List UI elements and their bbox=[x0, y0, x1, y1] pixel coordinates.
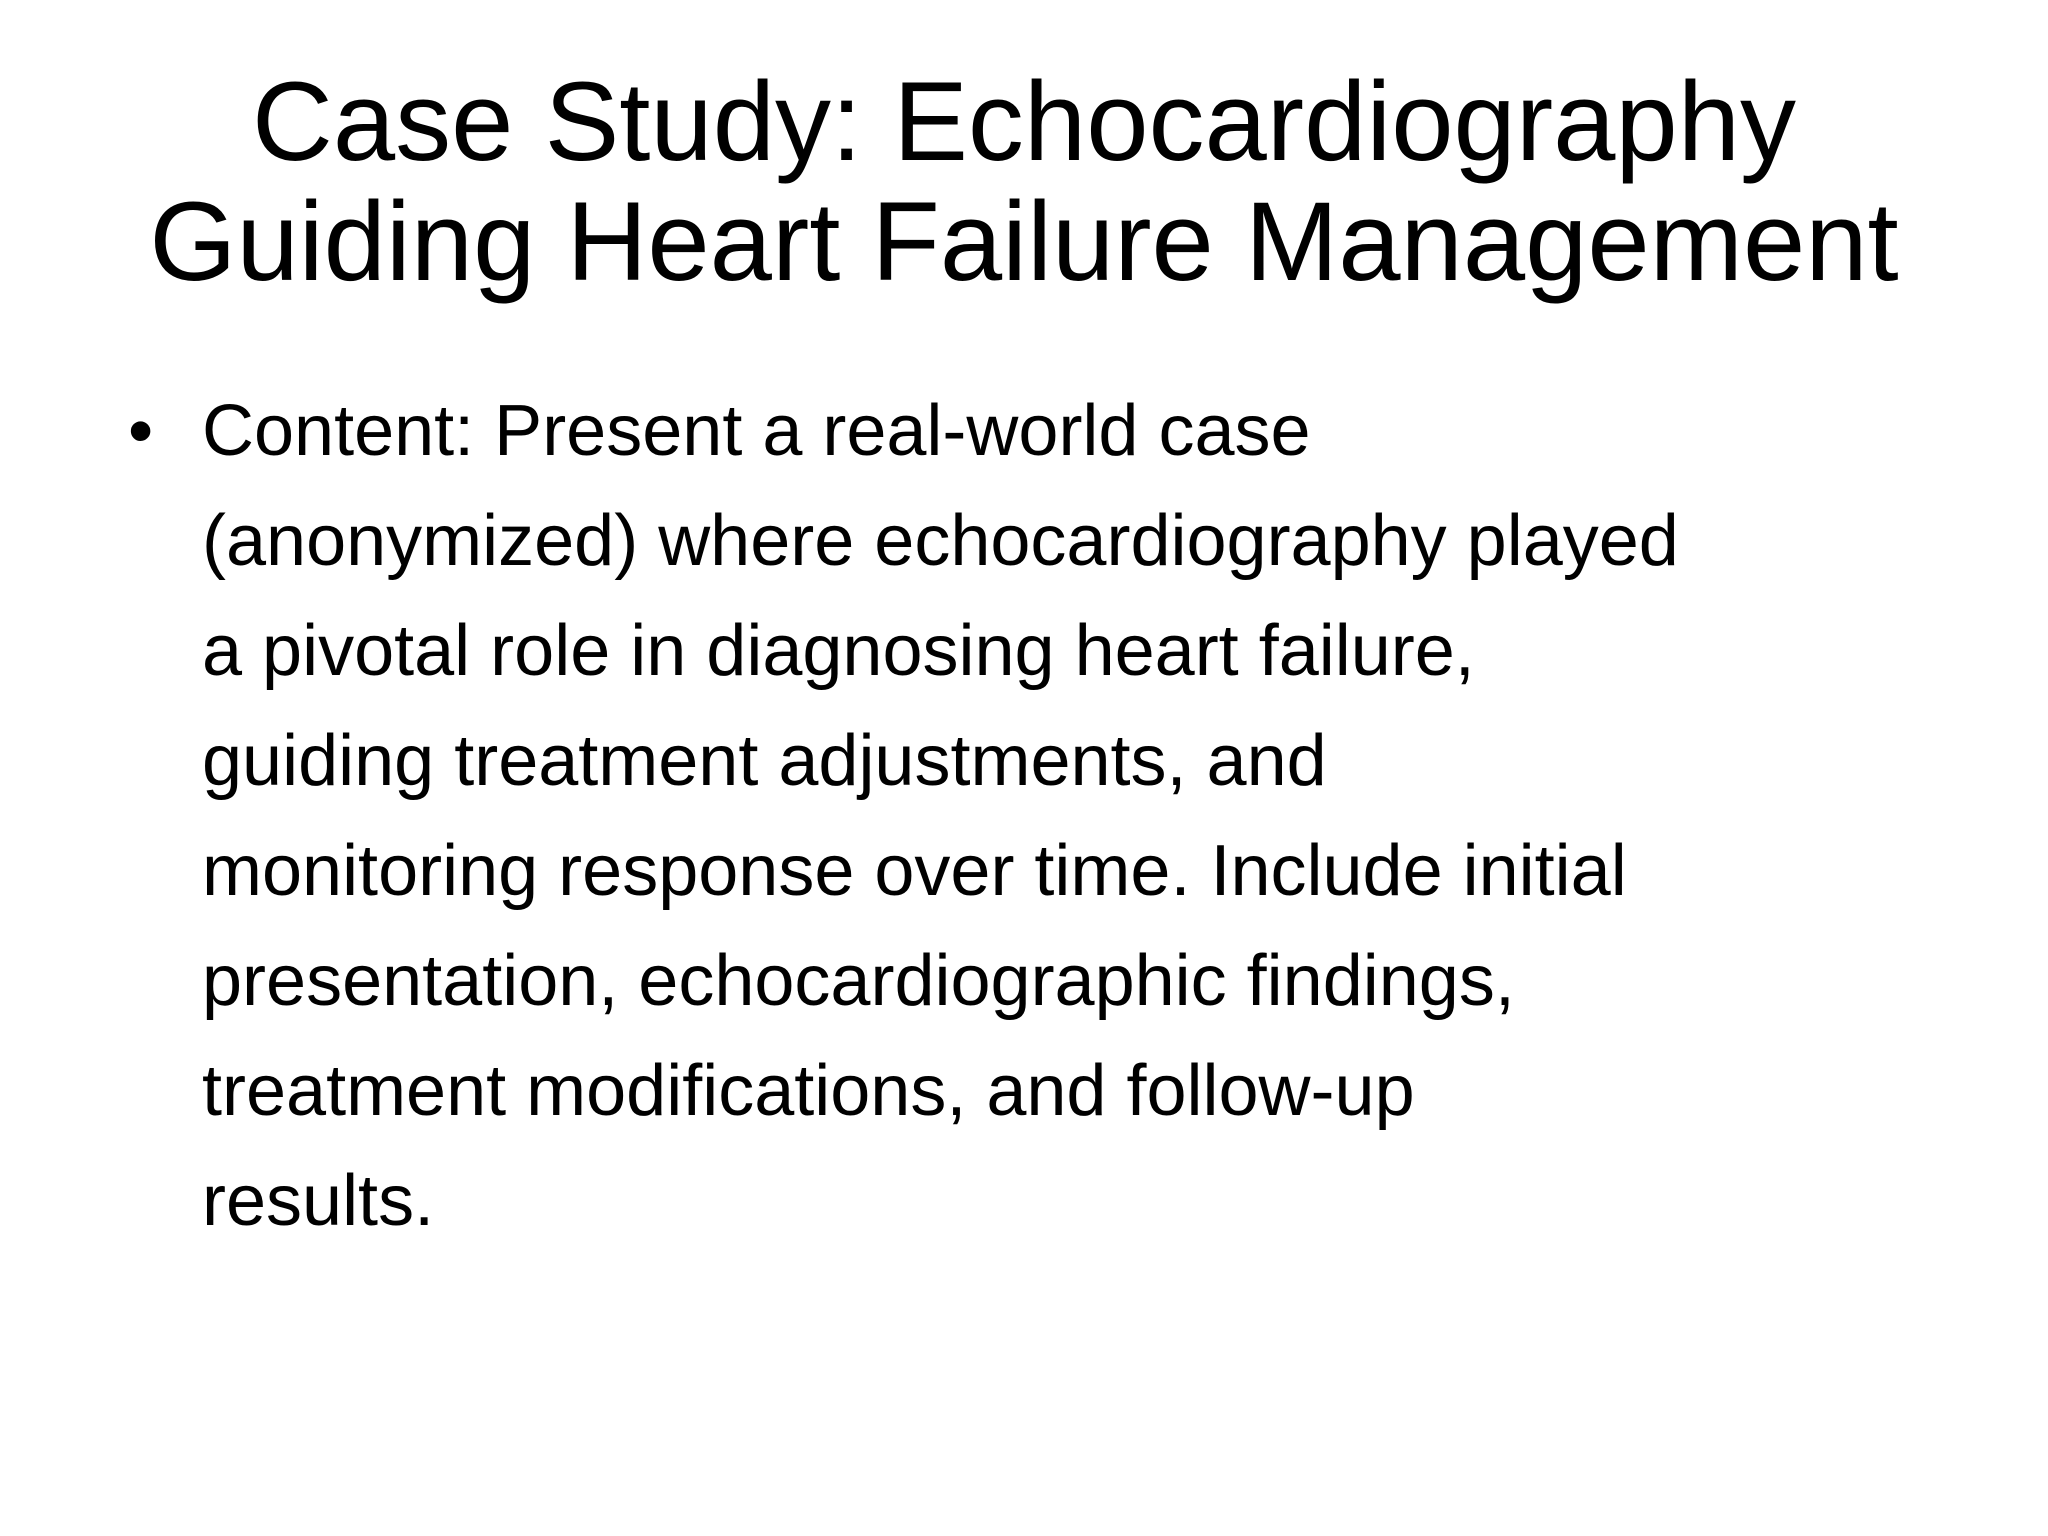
bullet-text-line-5: monitoring response over time. Include initial bbox=[202, 831, 1627, 911]
bullet-text-line-8: results. bbox=[202, 1161, 435, 1241]
bullet-text-line-2: (anonymized) where echocardiography played bbox=[202, 501, 1679, 581]
bullet-dot-icon: • bbox=[128, 391, 154, 471]
bullet-item bbox=[128, 376, 1948, 1256]
bullet-text-line-3: a pivotal role in diagnosing heart failure, bbox=[202, 611, 1475, 691]
bullet-list bbox=[128, 376, 1948, 1256]
slide-title-line-2: Guiding Heart Failure Management bbox=[149, 179, 1899, 304]
bullet-text-line-7: treatment modifications, and follow-up bbox=[202, 1051, 1415, 1131]
bullet-text-line-6: presentation, echocardiographic findings, bbox=[202, 941, 1515, 1021]
bullet-text-line-4: guiding treatment adjustments, and bbox=[202, 721, 1327, 801]
bullet-text-line-1: Content: Present a real-world case bbox=[202, 391, 1311, 471]
slide-title-line-1: Case Study: Echocardiography bbox=[252, 59, 1796, 184]
slide-title bbox=[100, 59, 1948, 304]
